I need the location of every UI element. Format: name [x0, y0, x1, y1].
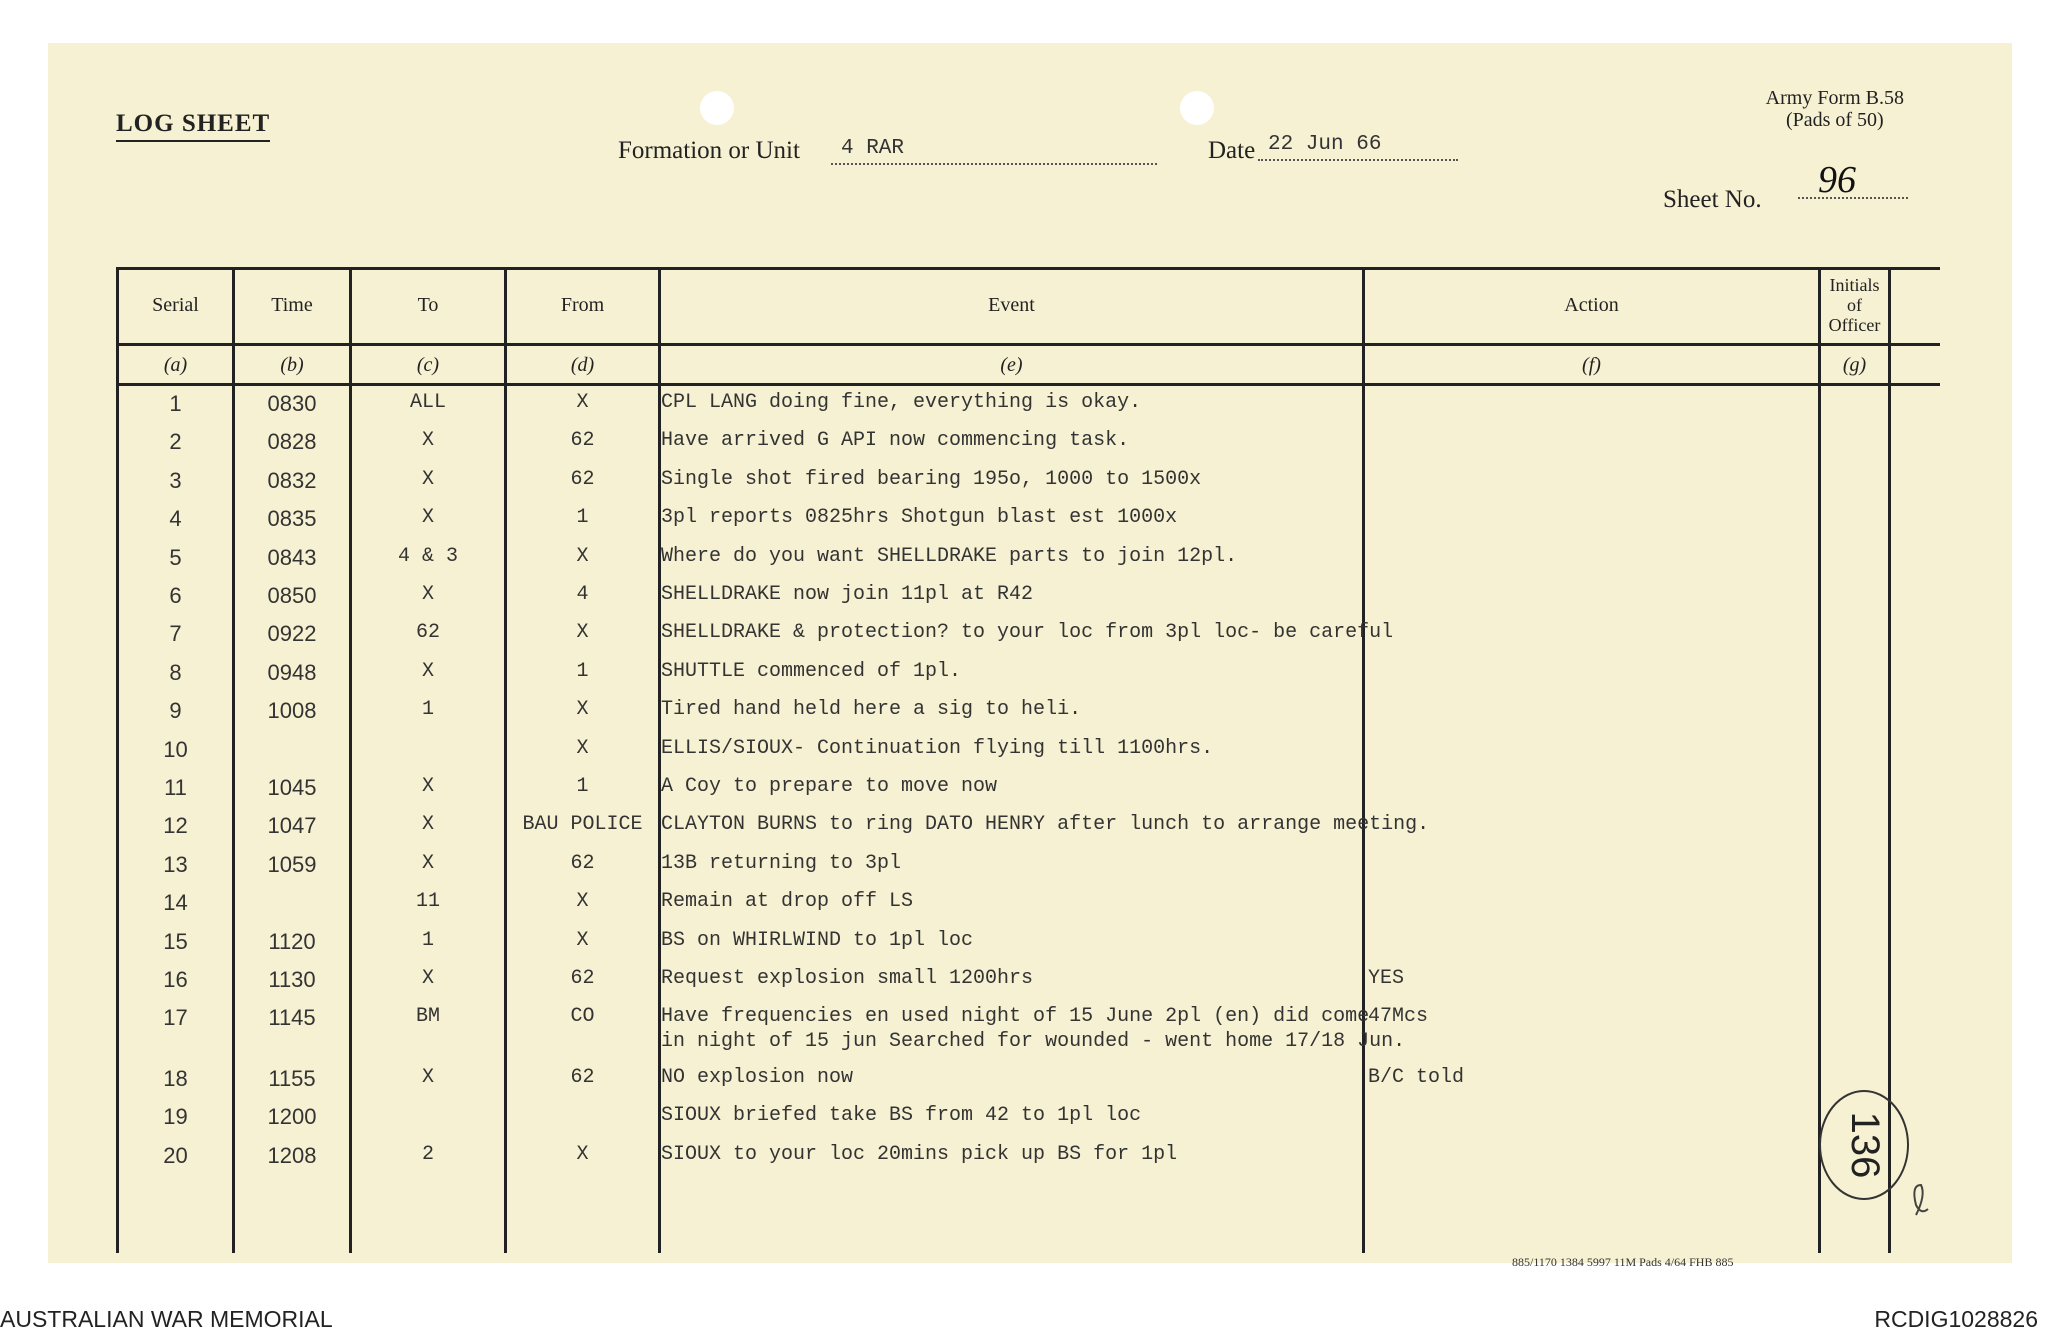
cell-time: 1059 [267, 851, 317, 877]
column-letter-b: (b) [280, 353, 304, 376]
cell-from: 62 [570, 967, 595, 990]
cell-event: Have frequencies en used night of 15 June 2pl (en) did come [661, 1005, 1370, 1029]
cell-from: X [576, 391, 589, 414]
cell-event: BS on WHIRLWIND to 1pl loc [661, 928, 974, 952]
cell-to: X [421, 659, 434, 683]
cell-serial: 17 [163, 1005, 188, 1031]
col-border [504, 267, 507, 1253]
column-header-event: Event [988, 294, 1035, 316]
cell-time: 1120 [268, 928, 316, 954]
cell-event: Have arrived G API now commencing task. [661, 429, 1130, 453]
cell-from: CO [570, 1005, 595, 1029]
cell-to: ALL [409, 391, 446, 414]
formation-label: Formation or Unit [618, 137, 800, 164]
cell-serial: 15 [163, 928, 188, 954]
cell-from: 4 [576, 583, 589, 606]
cell-serial: 10 [163, 736, 188, 762]
punch-hole [1180, 91, 1214, 125]
cell-to: X [421, 429, 434, 453]
log-table [116, 267, 1940, 1269]
cell-from: 62 [570, 429, 595, 453]
cell-event: CPL LANG doing fine, everything is okay. [661, 391, 1142, 414]
cell-action: YES [1368, 967, 1405, 990]
cell-event: Tired hand held here a sig to heli. [661, 698, 1082, 722]
record-id: RCDIG1028826 [1874, 1306, 2038, 1332]
column-letter-c: (c) [416, 353, 440, 376]
cell-to: X [421, 1065, 434, 1089]
cell-to: X [421, 851, 434, 875]
cell-event: Request explosion small 1200hrs [661, 967, 1034, 990]
cell-to: 4 & 3 [397, 544, 458, 568]
date-value: 22 Jun 66 [1258, 133, 1458, 161]
cell-time: 1145 [268, 1005, 316, 1031]
cell-serial: 18 [163, 1065, 188, 1091]
column-header-initials: Initials of Officer [1828, 275, 1881, 335]
cell-from: BAU POLICE [522, 813, 643, 837]
form-number: Army Form B.58 [1765, 87, 1904, 109]
cell-to: X [421, 506, 434, 530]
cell-event-continued: in night of 15 jun Searched for wounded - went home 17/18 Jun. [661, 1030, 1406, 1054]
cell-serial: 5 [169, 544, 182, 570]
cell-from: X [576, 698, 589, 722]
cell-time: 0948 [267, 659, 317, 685]
cell-event: ELLIS/SIOUX- Continuation flying till 1100hrs. [661, 736, 1214, 760]
log-sheet-title: LOG SHEET [116, 110, 270, 142]
column-header-from: From [560, 294, 605, 316]
cell-time: 1130 [268, 967, 316, 992]
cell-event: 13B returning to 3pl [661, 851, 902, 875]
cell-to: X [421, 967, 434, 990]
cell-time: 1008 [267, 698, 317, 724]
cell-time: 0835 [267, 506, 317, 532]
column-letter-e: (e) [1000, 353, 1023, 376]
cell-time: 0830 [267, 391, 317, 416]
log-sheet-paper [48, 43, 2012, 1269]
cell-event: CLAYTON BURNS to ring DATO HENRY after lunch to arrange meeting. [661, 813, 1430, 837]
cell-from: 1 [576, 506, 589, 530]
cell-serial: 13 [163, 851, 188, 877]
col-border [349, 267, 352, 1253]
cell-serial: 8 [169, 659, 182, 685]
cell-event: 3pl reports 0825hrs Shotgun blast est 1000x [661, 506, 1178, 530]
cell-event: A Coy to prepare to move now [661, 775, 998, 798]
column-header-action: Action [1564, 294, 1619, 316]
formation-value: 4 RAR [831, 137, 1157, 165]
cell-serial: 6 [169, 583, 182, 608]
cell-serial: 7 [169, 621, 182, 647]
margin-stamp [1816, 1085, 1936, 1235]
cell-from: X [576, 736, 589, 760]
cell-from: 62 [570, 1065, 595, 1089]
sheet-no-value: 96 [1798, 165, 1908, 199]
column-letter-a: (a) [163, 353, 188, 376]
header-divider [116, 343, 1940, 346]
cell-event: SHELLDRAKE now join 11pl at R42 [661, 583, 1034, 606]
cell-action: B/C told [1368, 1065, 1465, 1089]
cell-to: BM [415, 1005, 440, 1029]
cell-to: X [421, 583, 434, 606]
cell-event: SHUTTLE commenced of 1pl. [661, 659, 962, 683]
cell-serial: 9 [169, 698, 182, 724]
cell-serial: 12 [163, 813, 188, 839]
cell-time: 1047 [267, 813, 317, 839]
column-letter-f: (f) [1582, 353, 1601, 376]
cell-from: 62 [570, 467, 595, 491]
cell-action: 47Mcs [1368, 1005, 1429, 1029]
cell-from: X [576, 1142, 589, 1166]
column-header-to: To [417, 294, 439, 316]
army-form-id [1766, 87, 1904, 131]
cell-serial: 1 [169, 391, 182, 416]
cell-event: SIOUX briefed take BS from 42 to 1pl loc [661, 1104, 1142, 1128]
cell-to: 11 [415, 890, 440, 914]
cell-serial: 11 [164, 775, 187, 800]
column-letter-g: (g) [1842, 353, 1867, 376]
cell-from: 1 [576, 659, 589, 683]
cell-to: 1 [421, 928, 434, 952]
cell-serial: 2 [169, 429, 182, 455]
cell-event: Single shot fired bearing 195o, 1000 to 1500x [661, 467, 1202, 491]
cell-time: 0850 [267, 583, 317, 608]
cell-event: Remain at drop off LS [661, 890, 914, 914]
date-label: Date [1208, 137, 1256, 164]
cell-time: 0832 [267, 467, 317, 493]
cell-time: 1200 [267, 1104, 317, 1130]
punch-hole [700, 91, 734, 125]
initials-scribble [1914, 1185, 1928, 1215]
sheet-no-label: Sheet No. [1663, 186, 1762, 213]
cell-to: X [421, 775, 434, 798]
cell-to: 1 [421, 698, 434, 722]
cell-serial: 14 [163, 890, 188, 916]
cell-from: X [576, 890, 589, 914]
cell-event: Where do you want SHELLDRAKE parts to join 12pl. [661, 544, 1238, 568]
cell-time: 1155 [268, 1065, 316, 1091]
column-header-serial: Serial [152, 294, 199, 316]
cell-time: 1208 [267, 1142, 317, 1168]
cell-time: 0843 [267, 544, 317, 570]
cell-to: 62 [415, 621, 440, 645]
cell-time: 1045 [267, 775, 317, 800]
column-header-time: Time [271, 294, 313, 316]
cell-serial: 3 [169, 467, 182, 493]
cell-time: 0922 [267, 621, 317, 647]
cell-time: 0828 [267, 429, 317, 455]
cell-event: SHELLDRAKE & protection? to your loc from 3pl loc- be careful [661, 621, 1394, 645]
cell-to: X [421, 467, 434, 491]
cell-to: 2 [421, 1142, 434, 1166]
cell-event: SIOUX to your loc 20mins pick up BS for 1pl [661, 1142, 1178, 1166]
letter-divider [116, 383, 1940, 386]
cell-from: 62 [570, 851, 595, 875]
cell-serial: 19 [163, 1104, 188, 1130]
form-pads: (Pads of 50) [1785, 109, 1884, 131]
cell-serial: 16 [163, 967, 188, 992]
cell-event: NO explosion now [661, 1065, 854, 1089]
cell-serial: 4 [169, 506, 182, 532]
cell-from: X [576, 621, 589, 645]
cell-from: X [576, 928, 589, 952]
cell-to: X [421, 813, 434, 837]
margin-number: 136 [1843, 1111, 1887, 1179]
archive-caption: AUSTRALIAN WAR MEMORIAL [0, 1306, 333, 1332]
cell-serial: 20 [163, 1142, 188, 1168]
print-code: 885/1170 1384 5997 11M Pads 4/64 FHB 885 [1512, 1255, 1734, 1269]
column-letter-d: (d) [570, 353, 595, 376]
cell-from: 1 [576, 775, 589, 798]
cell-from: X [576, 544, 589, 568]
